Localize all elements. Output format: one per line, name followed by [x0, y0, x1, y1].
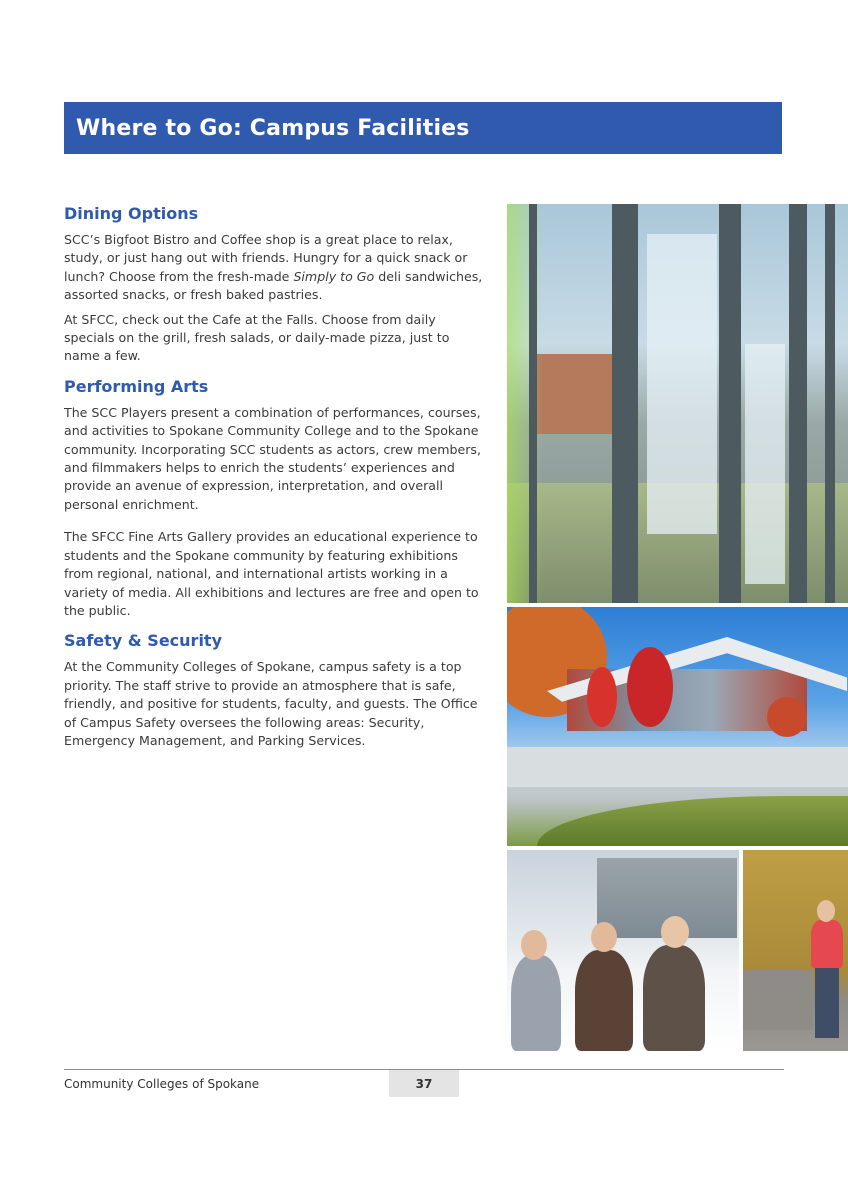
photo-mullion: [719, 204, 741, 603]
photo-pane: [647, 234, 717, 534]
photo-glass-windows: [507, 204, 848, 603]
page-title: Where to Go: Campus Facilities: [76, 115, 470, 141]
safety-paragraph-1: At the Community Colleges of Spokane, campus safety is a top priority. The staff strive to provide an atmosphere that is safe, friendly, and positive for students, faculty, and guests. The Office of Campus Safety oversees the following areas: Security, Emergency Management, and Parking Services.: [64, 659, 478, 748]
photo-tree: [587, 667, 617, 727]
photo-tree: [767, 697, 807, 737]
photo-student-head: [817, 900, 835, 922]
footer-organization: Community Colleges of Spokane: [64, 1077, 260, 1091]
photo-brick-building: [537, 354, 617, 434]
photo-walkway: [507, 747, 848, 787]
photo-student-head: [661, 916, 689, 948]
photo-student: [575, 950, 633, 1051]
photo-red-shirt: [811, 920, 843, 968]
photo-mullion: [529, 204, 537, 603]
photo-students-snow: [507, 850, 739, 1051]
photo-student-head: [591, 922, 617, 952]
section-heading-arts: Performing Arts: [64, 376, 209, 396]
photo-mullion: [612, 204, 638, 603]
page-number: 37: [389, 1070, 459, 1097]
main-content: [64, 203, 489, 756]
photo-lawn: [537, 796, 848, 846]
photo-campus-building: [507, 607, 848, 846]
section-heading-safety: Safety & Security: [64, 631, 223, 651]
dining-paragraph-1: [64, 231, 489, 305]
photo-mullion: [789, 204, 807, 603]
arts-paragraph-2: The SFCC Fine Arts Gallery provides an educational experience to students and the Spokane community by featuring exhibitions from regional, national, and international artists working in a variety of media. All exhibitions and lectures are free and open to the public.: [64, 529, 479, 618]
title-banner: [64, 102, 782, 154]
dining-paragraph-1-italic: Simply to Go: [293, 268, 375, 284]
dining-paragraph-2: At SFCC, check out the Cafe at the Falls. Choose from daily specials on the grill, fresh salads, or daily-made pizza, just to name a few.: [64, 311, 450, 364]
photo-student-red-shirt: [743, 850, 848, 1051]
section-heading-dining: Dining Options: [64, 204, 199, 223]
photo-pane: [745, 344, 785, 584]
photo-student: [511, 955, 561, 1051]
photo-tree: [627, 647, 673, 727]
photo-student: [643, 945, 705, 1051]
photo-stone-wall: [743, 970, 813, 1030]
dining-paragraph-1-start: SCC’s Bigfoot Bistro and Coffee shop is a great place to relax, study, or just hang out with friends. Hungry for a quick snack or lunch? Choose from the fresh-made: [64, 232, 468, 284]
dining-paragraph-1-end: deli sandwiches, assorted snacks, or fresh baked pastries.: [64, 268, 483, 303]
photo-green-glow: [507, 204, 543, 603]
photo-student-legs: [815, 968, 839, 1038]
photo-student-head: [521, 930, 547, 960]
arts-paragraph-1: The SCC Players present a combination of performances, courses, and activities to Spokane Community College and to the Spokane community. Incorporating SCC students as actors, crew members, and filmmakers helps to enrich the students’ experiences and provide an avenue of expression, interpretation, and overall personal enrichment.: [64, 404, 481, 512]
photo-mullion: [825, 204, 835, 603]
